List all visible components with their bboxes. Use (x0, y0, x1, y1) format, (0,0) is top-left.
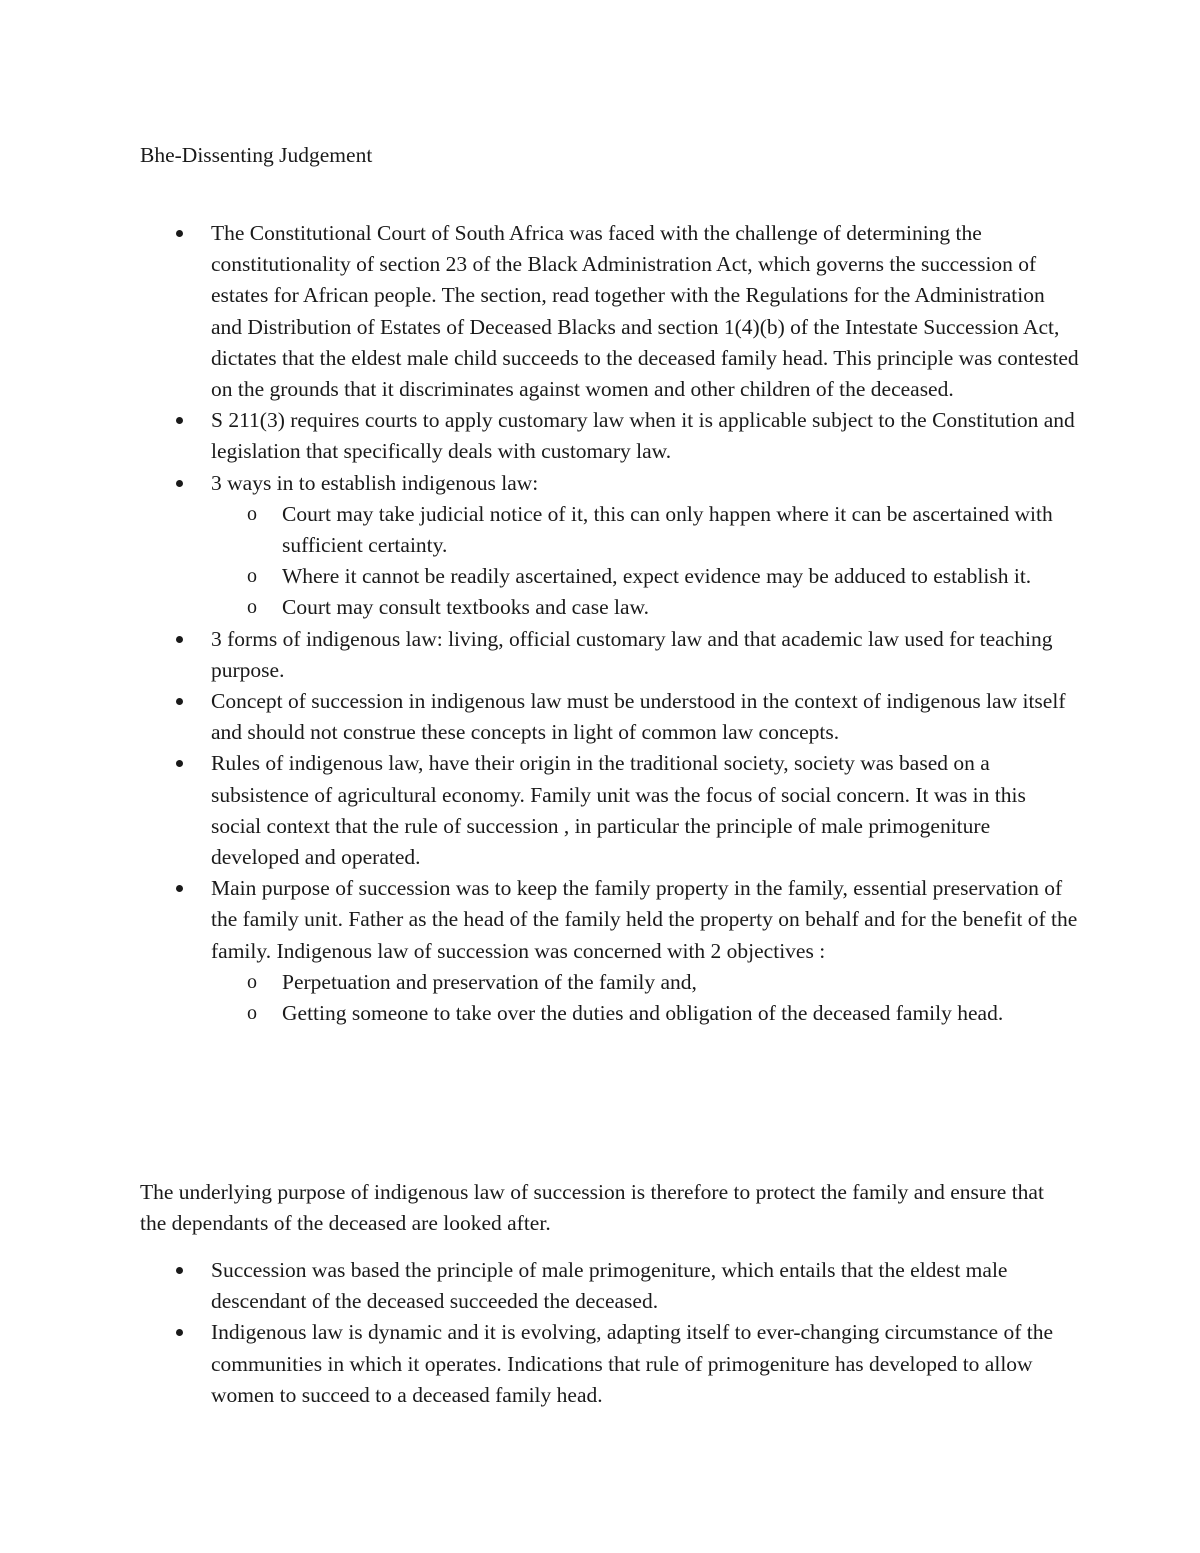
bullet-icon (176, 636, 183, 643)
list-item-text: Indigenous law is dynamic and it is evolving, adapting itself to ever-changing circumstance of the communities in which it operates. Indications that rule of primogeniture has developed to allow women to succeed to a deceased family head. (211, 1320, 1054, 1407)
circle-bullet-icon: o (247, 596, 257, 619)
sub-list-item (211, 967, 1080, 998)
bullet-icon (176, 885, 183, 892)
sub-list-item-text: Perpetuation and preservation of the family and, (282, 969, 697, 994)
list-item-text: Concept of succession in indigenous law must be understood in the context of indigenous law itself and should not construe these concepts in light of common law concepts. (211, 689, 1066, 745)
list-item-text: 3 ways in to establish indigenous law: (211, 470, 539, 495)
list-item-text: 3 forms of indigenous law: living, official customary law and that academic law used for teaching purpose. (211, 626, 1053, 682)
circle-bullet-icon: o (247, 565, 257, 588)
sub-list-item (211, 998, 1080, 1029)
sub-list-item (211, 592, 1080, 623)
list-item-text: Succession was based the principle of male primogeniture, which entails that the eldest male descendant of the deceased succeeded the deceased. (211, 1258, 1008, 1314)
list-item (140, 1255, 1080, 1317)
bullet-icon (176, 698, 183, 705)
bullet-icon (176, 1329, 183, 1336)
bullet-icon (176, 480, 183, 487)
bullet-icon (176, 760, 183, 767)
bullet-icon (176, 417, 183, 424)
bullet-list-main (140, 218, 1080, 1029)
list-item (140, 218, 1080, 405)
circle-bullet-icon: o (247, 1002, 257, 1025)
list-item (140, 748, 1080, 873)
bullet-list-secondary (140, 1255, 1080, 1411)
list-item-text: Rules of indigenous law, have their origin in the traditional society, society was based on a subsistence of agricultural economy. Family unit was the focus of social concern. It was in this social context that the rule of succession , in particular the principle of male primogeniture developed and operated. (211, 751, 1026, 870)
sub-list-item (211, 561, 1080, 592)
sub-list-ways (211, 499, 1080, 624)
sub-list-item-text: Court may take judicial notice of it, this can only happen where it can be ascertained with sufficient certainty. (282, 501, 1053, 558)
sub-list-item-text: Court may consult textbooks and case law. (282, 595, 650, 620)
sub-list-item-text: Where it cannot be readily ascertained, expect evidence may be adduced to establish it. (282, 564, 1032, 589)
list-item (140, 405, 1080, 467)
summary-paragraph: The underlying purpose of indigenous law of succession is therefore to protect the family and ensure that the dependants of the deceased are looked after. (140, 1180, 1044, 1236)
list-item (140, 873, 1080, 1029)
circle-bullet-icon: o (247, 502, 257, 525)
list-item (140, 686, 1080, 748)
list-item-text: The Constitutional Court of South Africa was faced with the challenge of determining the constitutionality of section 23 of the Black Administration Act, which governs the succession of estates for African people. The section, read together with the Regulations for the Administration and Distribution of Estates of Deceased Blacks and section 1(4)(b) of the Intestate Succession Act, dictates that the eldest male child succeeds to the deceased family head. This principle was contested on the grounds that it discriminates against women and other children of the deceased. (211, 221, 1079, 402)
sub-list-item (211, 499, 1080, 561)
circle-bullet-icon: o (247, 970, 257, 993)
bullet-icon (176, 1267, 183, 1274)
list-item-text: S 211(3) requires courts to apply customary law when it is applicable subject to the Constitution and legislation that specifically deals with customary law. (211, 408, 1075, 464)
document-title: Bhe-Dissenting Judgement (140, 143, 373, 167)
list-item (140, 468, 1080, 624)
list-item (140, 1317, 1080, 1411)
bullet-icon (176, 230, 183, 237)
list-item-text: Main purpose of succession was to keep the family property in the family, essential preservation of the family unit. Father as the head of the family held the property on behalf and for the benefit of the family. Indigenous law of succession was concerned with 2 objectives : (211, 876, 1078, 963)
sub-list-objectives (211, 967, 1080, 1029)
sub-list-item-text: Getting someone to take over the duties and obligation of the deceased family head. (282, 1001, 1004, 1026)
list-item (140, 624, 1080, 686)
